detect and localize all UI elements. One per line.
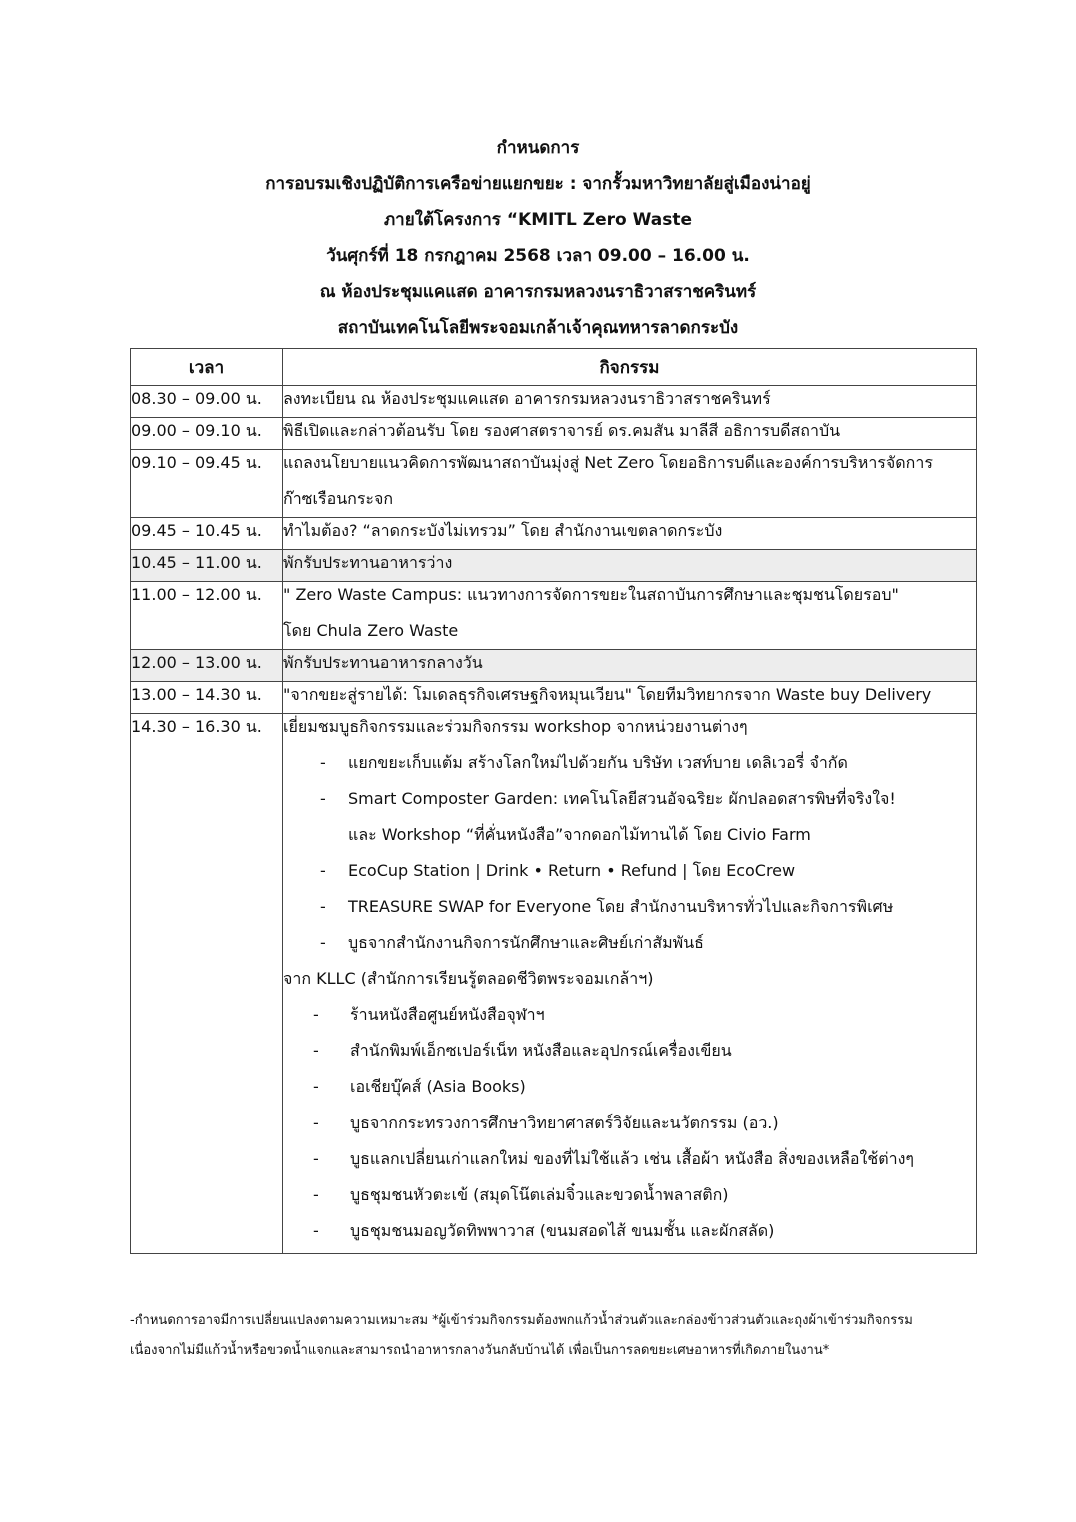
activity-cell xyxy=(283,582,977,650)
dash-bullet: - xyxy=(313,1185,319,1204)
booth-text: บูธชุมชนมอญวัดทิพพาวาส (ขนมสอดไส้ ขนมชั้น และผักสลัด) xyxy=(350,1221,775,1240)
activity-text: พักรับประทานอาหารกลางวัน xyxy=(283,653,483,672)
activity-text: "จากขยะสู่รายได้: โมเดลธุรกิจเศรษฐกิจหมุนเวียน" โดยทีมวิทยากรจาก Waste buy Delivery xyxy=(283,685,932,704)
time-cell: 13.00 – 14.30 น. xyxy=(131,682,283,714)
activity-cell xyxy=(283,450,977,518)
dash-bullet: - xyxy=(313,1005,319,1024)
institution-name: สถาบันเทคโนโลยีพระจอมเกล้าเจ้าคุณทหารลาดกระบัง xyxy=(337,318,739,338)
table-header-row xyxy=(131,349,977,386)
table-row xyxy=(131,582,977,650)
booth-item xyxy=(283,1105,976,1141)
time-cell: 09.10 – 09.45 น. xyxy=(131,450,283,518)
document-header xyxy=(0,130,1076,346)
dash-bullet: - xyxy=(320,753,326,772)
booth-item xyxy=(283,1177,976,1213)
booth-item xyxy=(283,853,976,889)
kllc-heading: จาก KLLC (สำนักการเรียนรู้ตลอดชีวิตพระจอมเกล้าฯ) xyxy=(283,969,654,988)
project-name: ภายใต้โครงการ “KMITL Zero Waste xyxy=(383,210,693,230)
activity-text: เยี่ยมชมบูธกิจกรรมและร่วมกิจกรรม workshop จากหน่วยงานต่างๆ xyxy=(283,717,748,736)
time-cell: 14.30 – 16.30 น. xyxy=(131,714,283,1254)
booth-text: สำนักพิมพ์เอ็กซเปอร์เน็ท หนังสือและอุปกรณ์เครื่องเขียน xyxy=(350,1041,732,1060)
activity-text: ลงทะเบียน ณ ห้องประชุมแคแสด อาคารกรมหลวงนราธิวาสราชครินทร์ xyxy=(283,389,771,408)
dash-bullet: - xyxy=(313,1041,319,1060)
table-row xyxy=(131,450,977,518)
activity-cell xyxy=(283,714,977,1254)
booth-item xyxy=(283,781,976,817)
dash-bullet: - xyxy=(320,933,326,952)
booth-text: เอเชียบุ๊คส์ (Asia Books) xyxy=(350,1077,526,1096)
activity-text: โดย Chula Zero Waste xyxy=(283,621,459,640)
activity-text: พักรับประทานอาหารว่าง xyxy=(283,553,453,572)
event-venue: ณ ห้องประชุมแคแสด อาคารกรมหลวงนราธิวาสราชครินทร์ xyxy=(319,282,757,302)
dash-bullet: - xyxy=(313,1077,319,1096)
booth-item xyxy=(283,925,976,961)
footnote xyxy=(130,1306,990,1366)
time-cell: 12.00 – 13.00 น. xyxy=(131,650,283,682)
activity-text: ทำไมต้อง? “ลาดกระบังไม่เทรวม” โดย สำนักงานเขตลาดกระบัง xyxy=(283,521,723,540)
activity-text: แถลงนโยบายแนวคิดการพัฒนาสถาบันมุ่งสู่ Net Zero โดยอธิการบดีและองค์การบริหารจัดการ xyxy=(283,453,933,472)
activity-text: พิธีเปิดและกล่าวต้อนรับ โดย รองศาสตราจารย์ ดร.คมสัน มาลีสี อธิการบดีสถาบัน xyxy=(283,421,841,440)
dash-bullet: - xyxy=(320,897,326,916)
schedule-table xyxy=(130,348,977,1254)
time-cell: 11.00 – 12.00 น. xyxy=(131,582,283,650)
column-header-activity: กิจกรรม xyxy=(283,349,977,386)
event-name: การอบรมเชิงปฏิบัติการเครือข่ายแยกขยะ : จากรั้วมหาวิทยาลัยสู่เมืองน่าอยู่ xyxy=(265,174,811,194)
booth-item-continued xyxy=(283,817,976,853)
dash-bullet: - xyxy=(320,861,326,880)
booth-item xyxy=(283,1141,976,1177)
booth-text: บูธแลกเปลี่ยนเก่าแลกใหม่ ของที่ไม่ใช้แล้ว เช่น เสื้อผ้า หนังสือ สิ่งของเหลือใช้ต่างๆ xyxy=(350,1149,914,1168)
booth-text: และ Workshop “ที่คั่นหนังสือ”จากดอกไม้ทานได้ โดย Civio Farm xyxy=(348,825,811,844)
booth-text: บูธจากสำนักงานกิจการนักศึกษาและศิษย์เก่าสัมพันธ์ xyxy=(348,933,704,952)
booth-text: แยกขยะเก็บแต้ม สร้างโลกใหม่ไปด้วยกัน บริษัท เวสท์บาย เดลิเวอรี่ จำกัด xyxy=(348,753,848,772)
time-cell: 09.00 – 09.10 น. xyxy=(131,418,283,450)
dash-bullet: - xyxy=(313,1113,319,1132)
activity-text: " Zero Waste Campus: แนวทางการจัดการขยะในสถาบันการศึกษาและชุมชนโดยรอบ" xyxy=(283,585,899,604)
activity-text: ก๊าซเรือนกระจก xyxy=(283,489,394,508)
footnote-line: เนื่องจากไม่มีแก้วน้ำหรือขวดน้ำแจกและสามารถนำอาหารกลางวันกลับบ้านได้ เพื่อเป็นการลดขยะเศษอาหารที่เกิดภายในงาน* xyxy=(130,1343,830,1358)
booth-item xyxy=(283,1033,976,1069)
dash-bullet: - xyxy=(313,1149,319,1168)
column-header-time: เวลา xyxy=(131,349,283,386)
booth-text: Smart Composter Garden: เทคโนโลยีสวนอัจฉริยะ ผักปลอดสารพิษที่จริงใจ! xyxy=(348,789,896,808)
booth-text: บูธจากกระทรวงการศึกษาวิทยาศาสตร์วิจัยและนวัตกรรม (อว.) xyxy=(350,1113,779,1132)
time-cell: 09.45 – 10.45 น. xyxy=(131,518,283,550)
booth-item xyxy=(283,997,976,1033)
booth-text: ร้านหนังสือศูนย์หนังสือจุฬาฯ xyxy=(350,1005,545,1024)
table-row xyxy=(131,714,977,1254)
booth-item xyxy=(283,745,976,781)
dash-bullet: - xyxy=(313,1221,319,1240)
doc-title: กำหนดการ xyxy=(496,138,580,158)
booth-item xyxy=(283,1069,976,1105)
time-cell: 08.30 – 09.00 น. xyxy=(131,386,283,418)
booth-text: TREASURE SWAP for Everyone โดย สำนักงานบริหารทั่วไปและกิจการพิเศษ xyxy=(348,897,894,916)
booth-item xyxy=(283,1213,976,1249)
booth-text: บูธชุมชนหัวตะเข้ (สมุดโน๊ตเล่มจิ๋วและขวดน้ำพลาสติก) xyxy=(350,1185,729,1204)
footnote-line: -กำหนดการอาจมีการเปลี่ยนแปลงตามความเหมาะสม *ผู้เข้าร่วมกิจกรรมต้องพกแก้วน้ำส่วนตัวและกล่องข้าวส่วนตัวและถุงผ้าเข้าร่วมกิจกรรม xyxy=(130,1313,913,1328)
time-cell: 10.45 – 11.00 น. xyxy=(131,550,283,582)
booth-text: EcoCup Station | Drink • Return • Refund | โดย EcoCrew xyxy=(348,861,796,880)
event-date: วันศุกร์ที่ 18 กรกฎาคม 2568 เวลา 09.00 – 16.00 น. xyxy=(326,246,750,266)
booth-item xyxy=(283,889,976,925)
dash-bullet: - xyxy=(320,789,326,808)
